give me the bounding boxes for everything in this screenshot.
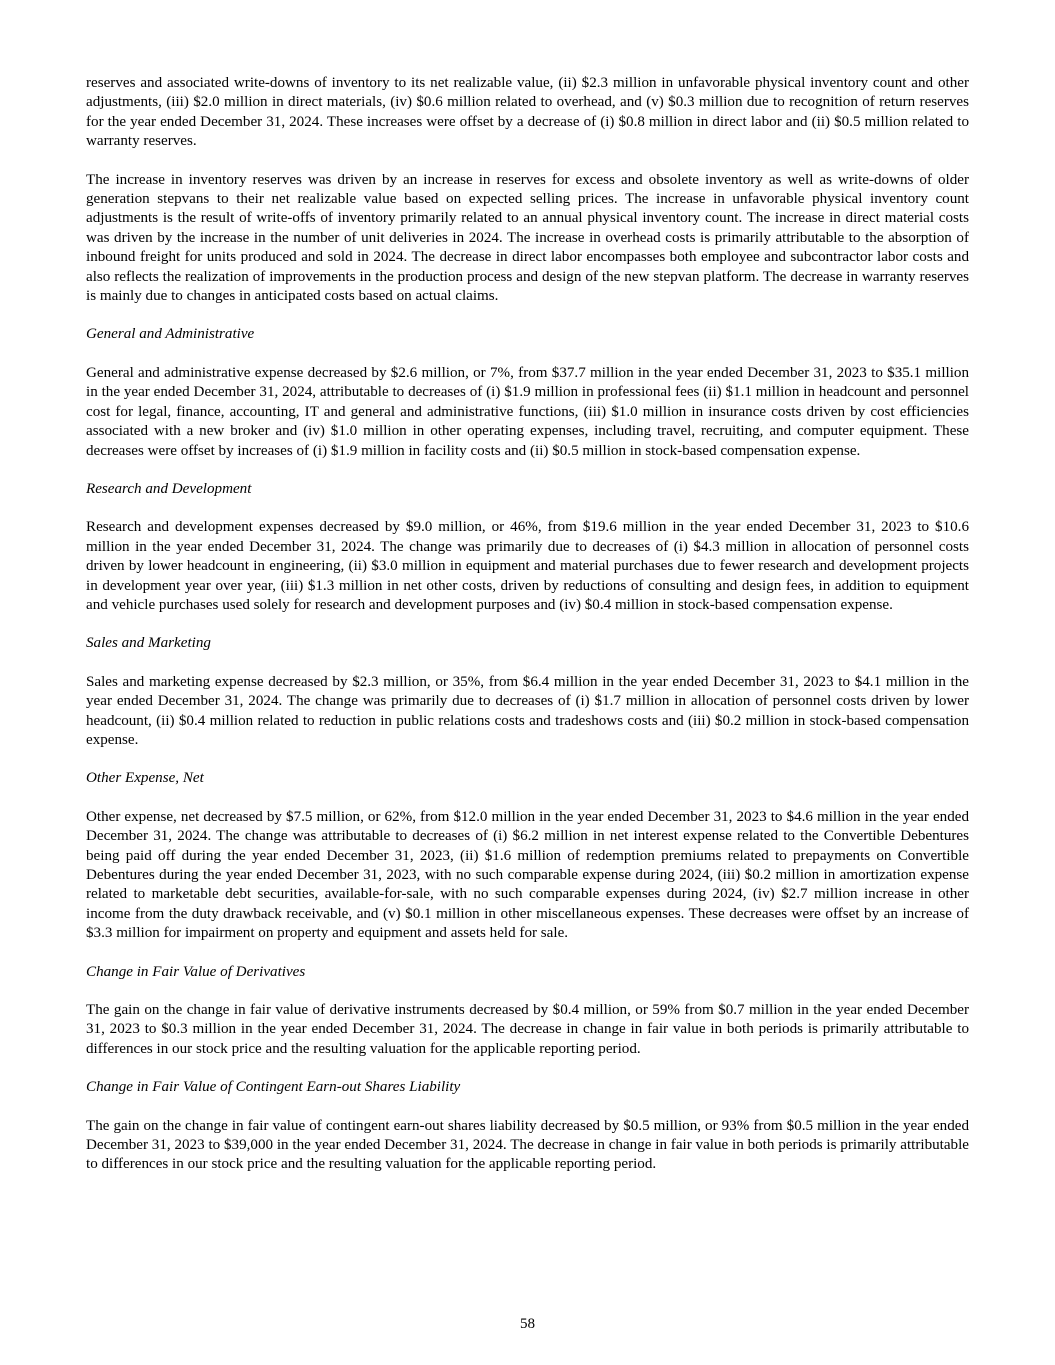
section-body-derivatives: The gain on the change in fair value of derivative instruments decreased by $0.4 million, or 59% from $0.7 million in the year ended December 31, 2023 to $0.3 million in the year ended December 31, 2024. The decrease in change in fair value in both periods is primarily attributable to differences in our stock price and the resulting valuation for the applicable reporting period. [86, 1002, 969, 1057]
section-body-sales-marketing: Sales and marketing expense decreased by $2.3 million, or 35%, from $6.4 million in the year ended December 31, 2023 to $4.1 million in the year ended December 31, 2024. The change was primarily due to decreases of (i) $1.7 million in allocation of personnel costs driven by lower headcount, (ii) $0.4 million related to reduction in public relations costs and tradeshows costs and (iii) $0.2 million in stock-based compensation expense. [86, 673, 969, 748]
page-number: 58 [519, 1316, 536, 1332]
section-heading-sales-marketing: Sales and Marketing [86, 635, 211, 652]
section-heading-general-administrative: General and Administrative [86, 326, 255, 343]
section-body-other-expense: Other expense, net decreased by $7.5 million, or 62%, from $12.0 million in the year ended December 31, 2023 to $4.6 million in the year ended December 31, 2024. The change was attributable to decreases of (i) $6.2 million in net interest expense related to the Convertible Debentures being paid off during the year ended December 31, 2023, (ii) $1.6 million of redemption premiums related to prepayments on Convertible Debentures during the year ended December 31, 2023, with no such comparable expense during 2024, (iii) $0.2 million in amortization expense related to marketable debt securities, available-for-sale, with no such comparable expenses during 2024, (iv) $2.7 million increase in other income from the duty drawback receivable, and (v) $0.1 million in other miscellaneous expenses. These decreases were offset by an increase of $3.3 million for impairment on property and equipment and assets held for sale. [86, 808, 969, 942]
section-heading-other-expense: Other Expense, Net [86, 770, 204, 787]
section-heading-research-development: Research and Development [86, 480, 252, 497]
section-heading-earn-out: Change in Fair Value of Contingent Earn-out Shares Liability [86, 1079, 461, 1096]
section-body-research-development: Research and development expenses decreased by $9.0 million, or 46%, from $19.6 million in the year ended December 31, 2023 to $10.6 million in the year ended December 31, 2024. The change was primarily due to decreases of (i) $4.3 million in allocation of personnel costs driven by lower headcount in engineering, (ii) $3.0 million in equipment and material purchases due to fewer research and development projects in development year over year, (iii) $1.3 million in net other costs, driven by reductions of consulting and design fees, in addition to equipment and vehicle purchases used solely for research and development purposes and (iv) $0.4 million in stock-based compensation expense. [86, 519, 969, 613]
paragraph-cost-of-revenue-continued: reserves and associated write-downs of inventory to its net realizable value, (ii) $2.3 million in unfavorable physical inventory count and other adjustments, (iii) $2.0 million in direct materials, (iv) $0.6 million related to overhead, and (v) $0.3 million due to recognition of return reserves for the year ended December 31, 2024. These increases were offset by a decrease of (i) $0.8 million in direct labor and (ii) $0.5 million related to warranty reserves. [86, 75, 969, 150]
section-heading-derivatives: Change in Fair Value of Derivatives [86, 963, 306, 980]
paragraph-inventory-reserves: The increase in inventory reserves was driven by an increase in reserves for excess and obsolete inventory as well as write-downs of older generation stepvans to their net realizable value based on expected selling prices. The increase in unfavorable physical inventory count adjustments is the result of write-offs of inventory primarily related to an annual physical inventory count. The increase in direct material costs was driven by the increase in the number of unit deliveries in 2024. The increase in overhead costs is primarily attributable to the absorption of inbound freight for units produced and sold in 2024. The decrease in direct labor encompasses both employee and subcontractor labor costs and also reflects the realization of improvements in the production process and design of the new stepvan platform. The decrease in warranty reserves is mainly due to changes in anticipated costs based on actual claims. [86, 171, 969, 305]
section-body-general-administrative: General and administrative expense decreased by $2.6 million, or 7%, from $37.7 million in the year ended December 31, 2023 to $35.1 million in the year ended December 31, 2024, attributable to decreases of (i) $1.9 million in professional fees (ii) $1.1 million in headcount and personnel cost for legal, finance, accounting, IT and general and administrative functions, (iii) $1.0 million in insurance costs driven by cost efficiencies associated with a new broker and (iv) $1.0 million in other operating expenses, including travel, recruiting, and computer equipment. These decreases were offset by increases of (i) $1.9 million in facility costs and (ii) $0.5 million in stock-based compensation expense. [86, 364, 969, 459]
document-page [86, 74, 969, 1194]
section-body-earn-out: The gain on the change in fair value of contingent earn-out shares liability decreased by $0.5 million, or 93% from $0.5 million in the year ended December 31, 2023 to $39,000 in the year ended December 31, 2024. The decrease in change in fair value in both periods is primarily attributable to differences in our stock price and the resulting valuation for the applicable reporting period. [86, 1117, 969, 1173]
